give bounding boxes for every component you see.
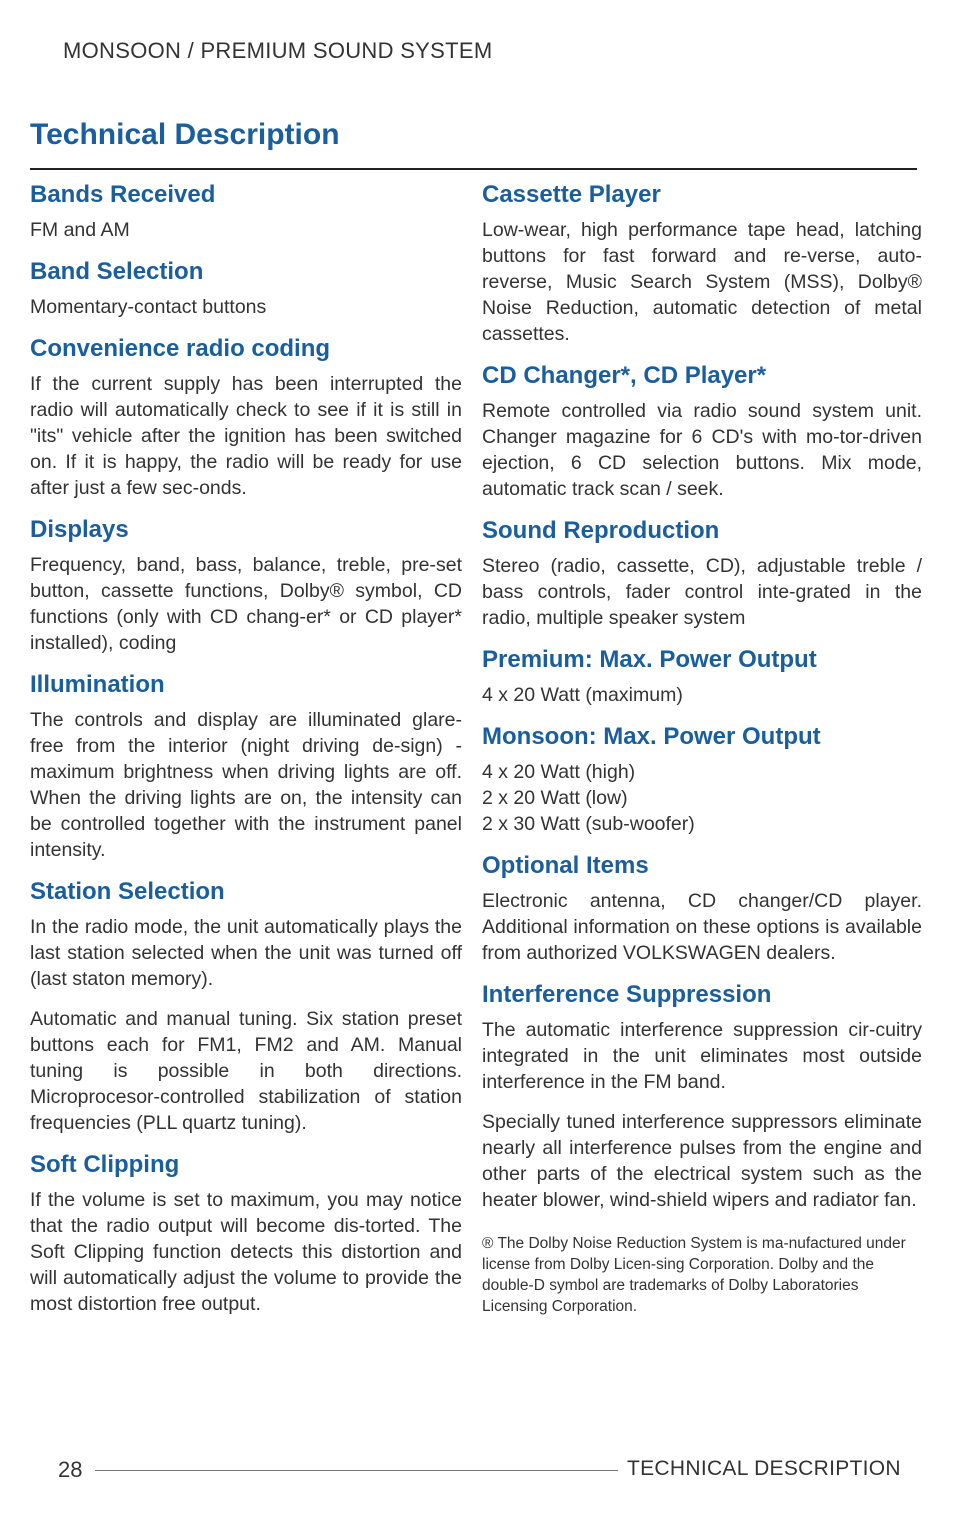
section-optional-items	[482, 851, 922, 966]
section-monsoon-power-output	[482, 722, 922, 837]
section-body: Frequency, band, bass, balance, treble, pre-set button, cassette functions, Dolby® symbol, CD functions (only with CD chang-er* or CD player* installed), coding	[30, 554, 462, 654]
section-heading: CD Changer*, CD Player*	[482, 362, 767, 389]
section-body: The controls and display are illuminated glare-free from the interior (night driving de-sign) - maximum brightness when driving lights are off. When the driving lights are on, the intensity can be controlled together with the instrument panel intensity.	[30, 709, 462, 861]
section-band-selection	[30, 257, 462, 320]
section-interference-suppression	[482, 980, 922, 1213]
running-header: MONSOON / PREMIUM SOUND SYSTEM	[63, 38, 493, 63]
section-heading: Optional Items	[482, 852, 649, 879]
section-heading: Interference Suppression	[482, 981, 772, 1008]
section-heading: Station Selection	[30, 878, 225, 905]
section-body: Electronic antenna, CD changer/CD player. Additional information on these options is available from authorized VOLKSWAGEN dealers.	[482, 890, 922, 964]
section-heading: Illumination	[30, 671, 165, 698]
section-body: FM and AM	[30, 219, 130, 241]
power-lines	[482, 759, 922, 837]
section-bands-received	[30, 180, 462, 243]
section-cd-changer	[482, 361, 922, 502]
section-heading: Displays	[30, 516, 129, 543]
footer-rule	[95, 1470, 618, 1471]
section-body: Stereo (radio, cassette, CD), adjustable treble / bass controls, fader control inte-grated in the radio, multiple speaker system	[482, 555, 922, 629]
section-heading: Soft Clipping	[30, 1151, 180, 1178]
section-body: In the radio mode, the unit automatically plays the last station selected when the unit was turned off (last staton memory).	[30, 916, 462, 990]
section-heading: Bands Received	[30, 181, 216, 208]
page-number: 28	[58, 1457, 83, 1482]
power-line: 2 x 20 Watt (low)	[482, 787, 628, 809]
section-body: The automatic interference suppression cir-cuitry integrated in the unit eliminates most outside interference in the FM band.	[482, 1019, 922, 1093]
section-body: Momentary-contact buttons	[30, 296, 267, 318]
section-heading: Sound Reproduction	[482, 517, 720, 544]
section-heading: Band Selection	[30, 258, 204, 285]
section-heading: Monsoon: Max. Power Output	[482, 723, 821, 750]
section-heading: Convenience radio coding	[30, 335, 331, 362]
section-premium-power-output	[482, 645, 922, 708]
section-cassette-player	[482, 180, 922, 347]
section-sound-reproduction	[482, 516, 922, 631]
left-column	[30, 180, 462, 1331]
section-body-2: Automatic and manual tuning. Six station preset buttons each for FM1, FM2 and AM. Manual tuning is possible in both directions. Microprocesor-controlled stabilization of station frequencies (PLL quartz tuning).	[30, 1008, 462, 1134]
right-column	[482, 180, 922, 1333]
footer-section-title: TECHNICAL DESCRIPTION	[627, 1457, 901, 1480]
section-body: If the current supply has been interrupted the radio will automatically check to see if it is still in "its" vehicle after the ignition has been switched on. If it is happy, the radio will be ready for use after just a few sec-onds.	[30, 373, 462, 499]
dolby-footnote: ® The Dolby Noise Reduction System is ma-nufactured under license from Dolby Licen-sing Corporation. Dolby and the double-D symbol are trademarks of Dolby Laboratories Licensing Corporation.	[482, 1235, 906, 1315]
section-illumination	[30, 670, 462, 863]
section-displays	[30, 515, 462, 656]
section-body: Low-wear, high performance tape head, latching buttons for fast forward and re-verse, auto-reverse, Music Search System (MSS), Dolby® Noise Reduction, automatic detection of metal cassettes.	[482, 219, 922, 345]
power-line: 2 x 30 Watt (sub-woofer)	[482, 813, 695, 835]
section-convenience-radio-coding	[30, 334, 462, 501]
section-body: If the volume is set to maximum, you may notice that the radio output will become dis-torted. The Soft Clipping function detects this distortion and will automatically adjust the volume to provide the most distortion free output.	[30, 1189, 462, 1315]
section-body-2: Specially tuned interference suppressors eliminate nearly all interference pulses from the engine and other parts of the electrical system such as the heater blower, wind-shield wipers and radiator fan.	[482, 1111, 922, 1211]
power-line: 4 x 20 Watt (high)	[482, 761, 636, 783]
power-lines	[482, 682, 922, 708]
page-title: Technical Description	[30, 118, 340, 151]
title-rule	[30, 168, 917, 170]
section-heading: Premium: Max. Power Output	[482, 646, 817, 673]
power-line: 4 x 20 Watt (maximum)	[482, 684, 683, 706]
section-soft-clipping	[30, 1150, 462, 1317]
section-heading: Cassette Player	[482, 181, 661, 208]
section-body: Remote controlled via radio sound system unit. Changer magazine for 6 CD's with mo-tor-driven ejection, 6 CD selection buttons. Mix mode, automatic track scan / seek.	[482, 400, 922, 500]
section-station-selection	[30, 877, 462, 1136]
